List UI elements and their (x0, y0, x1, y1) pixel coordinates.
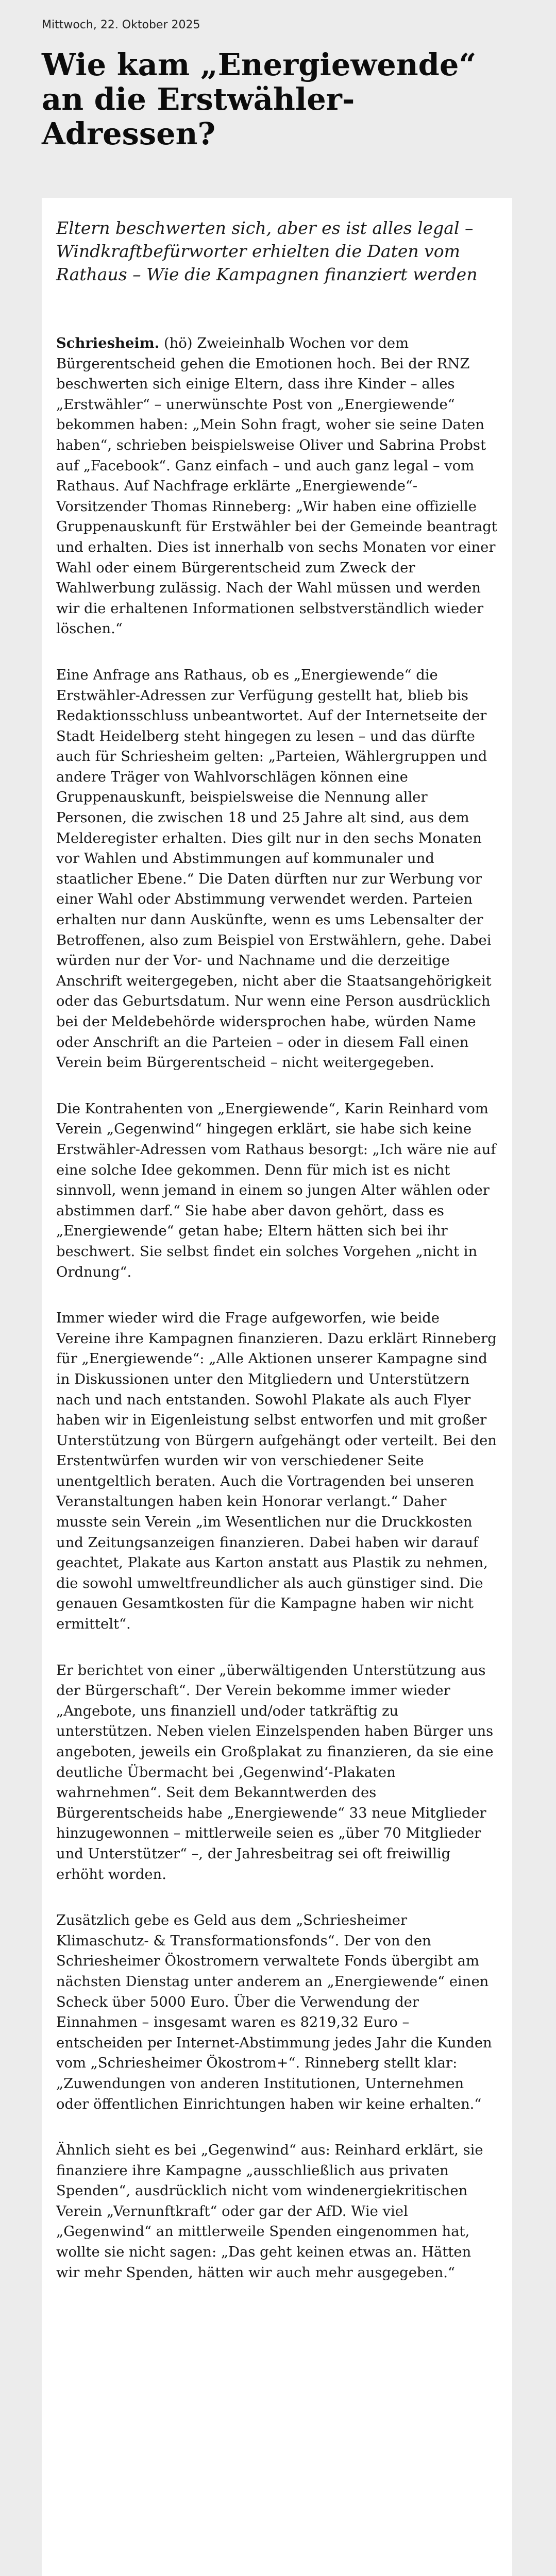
paragraph-text: (hö) Zweieinhalb Wochen vor dem Bürgerentscheid gehen die Emotionen hoch. Bei der RNZ beschwerten sich einige Eltern, dass ihre Kinder – alles „Erstwähler“ – unerwünschte Post von „Energiewende“ bekommen haben: „Mein Sohn fragt, woher sie seine Daten haben“, schrieben beispielsweise Oliver und Sabrina Probst auf „Facebook“. Ganz einfach – und auch ganz legal – vom Rathaus. Auf Nachfrage erklärte „Energiewende“-Vorsitzender Thomas Rinneberg: „Wir haben eine offizielle Gruppenauskunft für Erstwähler bei der Gemeinde beantragt und erhalten. Dies ist innerhalb von sechs Monaten vor einer Wahl oder einem Bürgerentscheid zum Zweck der Wahlwerbung zulässig. Nach der Wahl müssen und werden wir die erhaltenen Informationen selbstverständlich wieder löschen.“ (56, 335, 497, 637)
article-body (42, 198, 512, 2576)
article-paragraph-3: Die Kontrahenten von „Energiewende“, Karin Reinhard vom Verein „Gegenwind“ hingegen erklärt, sie habe sich keine Erstwähler-Adressen vom Rathaus besorgt: „Ich wäre nie auf eine solche Idee gekommen. Denn für mich ist es nicht sinnvoll, wenn jemand in einem so jungen Alter wählen oder abstimmen darf.“ Sie habe aber davon gehört, dass es „Energiewende“ getan habe; Eltern hätten sich bei ihr beschwert. Sie selbst findet ein solches Vorgehen „nicht in Ordnung“. (56, 1100, 496, 1280)
article-paragraph-4: Immer wieder wird die Frage aufgeworfen, wie beide Vereine ihre Kampagnen finanzieren. Dazu erklärt Rinneberg für „Energiewende“: „Alle Aktionen unserer Kampagne sind in Diskussionen unter den Mitgliedern und Unterstützern nach und nach entstanden. Sowohl Plakate als auch Flyer haben wir in Eigenleistung selbst entworfen und mit großer Unterstützung von Bürgern aufgehängt oder verteilt. Bei den Erstentwürfen wurden wir von verschiedener Seite unentgeltlich beraten. Auch die Vortragenden bei unseren Veranstaltungen haben kein Honorar verlangt.“ Daher musste sein Verein „im Wesentlichen nur die Druckkosten und Zeitungsanzeigen finanzieren. Dabei haben wir darauf geachtet, Plakate aus Karton anstatt aus Plastik zu nehmen, die sowohl umweltfreundlicher als auch günstiger sind. Die genauen Gesamtkosten für die Kampagne haben wir nicht ermittelt“. (56, 1310, 497, 1633)
article-paragraph-6: Zusätzlich gebe es Geld aus dem „Schriesheimer Klimaschutz- & Transformationsfonds“. Der von den Schriesheimer Ökostromern verwaltete Fonds übergibt am nächsten Dienstag unter anderem an „Energiewende“ einen Scheck über 5000 Euro. Über die Verwendung der Einnahmen – insgesamt waren es 8219,32 Euro – entscheiden per Internet-Abstimmung jedes Jahr die Kunden vom „Schriesheimer Ökostrom+“. Rinneberg stellt klar: „Zuwendungen von anderen Institutionen, Unternehmen oder öffentlichen Einrichtungen haben wir keine erhalten.“ (56, 1912, 492, 2112)
article-paragraph-7: Ähnlich sieht es bei „Gegenwind“ aus: Reinhard erklärt, sie finanziere ihre Kampagne „ausschließlich aus privaten Spenden“, ausdrücklich nicht vom windenergiekritischen Verein „Vernunftkraft“ oder gar der AfD. Wie viel „Gegenwind“ an mittlerweile Spenden eingenommen hat, wollte sie nicht sagen: „Das geht keinen etwas an. Hätten wir mehr Spenden, hätten wir auch mehr ausgegeben.“ (56, 2142, 483, 2281)
article-paragraph-2: Eine Anfrage ans Rathaus, ob es „Energiewende“ die Erstwähler-Adressen zur Verfügung gestellt hat, blieb bis Redaktionsschluss unbeantwortet. Auf der Internetseite der Stadt Heidelberg steht hingegen zu lesen – und das dürfte auch für Schriesheim gelten: „Parteien, Wählergruppen und andere Träger von Wahlvorschlägen können eine Gruppenauskunft, beispielsweise die Nennung aller Personen, die zwischen 18 und 25 Jahre alt sind, aus dem Melderegister erhalten. Dies gilt nur in den sechs Monaten vor Wahlen und Abstimmungen auf kommunaler und staatlicher Ebene.“ Die Daten dürften nur zur Werbung vor einer Wahl oder Abstimmung verwendet werden. Parteien erhalten nur dann Auskünfte, wenn es ums Lebensalter der Betroffenen, also zum Beispiel von Erstwählern, gehe. Dabei würden nur der Vor- und Nachname und die derzeitige Anschrift weitergegeben, nicht aber die Staatsangehörigkeit oder das Geburtsdatum. Nur wenn eine Person ausdrücklich bei der Meldebehörde widersprochen habe, würden Name oder Anschrift an die Parteien – oder in diesem Fall einen Verein beim Bürgerentscheid – nicht weitergegeben. (56, 667, 492, 1071)
article-date: Mittwoch, 22. Oktober 2025 (42, 19, 200, 31)
article-headline: Wie kam „Energiewende“ an die Erstwähler-Adressen? (42, 47, 477, 151)
article-paragraph-5: Er berichtet von einer „überwältigenden Unterstützung aus der Bürgerschaft“. Der Verein bekomme immer wieder „Angebote, uns finanziell und/oder tatkräftig zu unterstützen. Neben vielen Einzelspenden haben Bürger uns angeboten, jeweils ein Großplakat zu finanzieren, da sie eine deutliche Übermacht bei ‚Gegenwind‘-Plakaten wahrnehmen“. Seit dem Bekanntwerden des Bürgerentscheids habe „Energiewende“ 33 neue Mitglieder hinzugewonnen – mittlerweile seien es „über 70 Mitglieder und Unterstützer“ –, der Jahresbeitrag sei oft freiwillig erhöht worden. (56, 1662, 494, 1883)
dateline-location: Schriesheim. (56, 335, 160, 351)
article-paragraph-1 (56, 333, 498, 639)
article-lead: Eltern beschwerten sich, aber es ist alles legal – Windkraftbefürworter erhielten die Daten vom Rathaus – Wie die Kampagnen finanziert werden (56, 218, 478, 284)
